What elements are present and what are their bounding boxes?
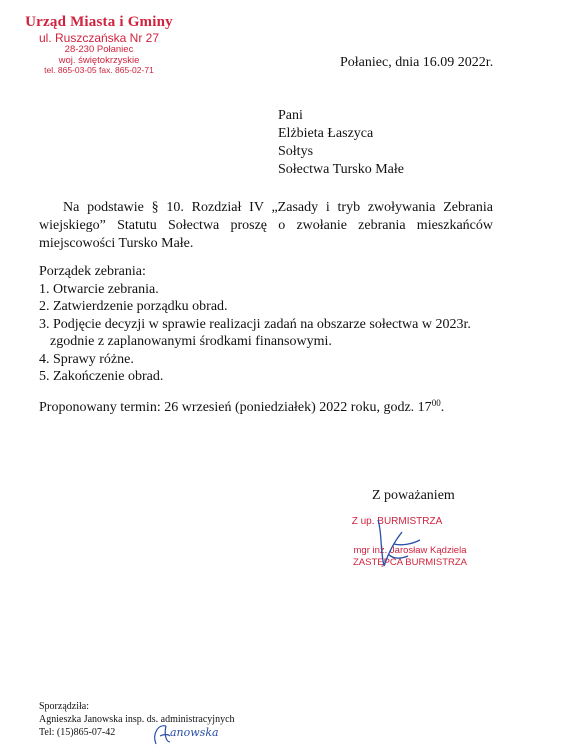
agenda-item: 1. Otwarcie zebrania. <box>39 281 159 297</box>
addressee-line: Elżbieta Łaszyca <box>278 126 374 141</box>
agenda-item: 3. Podjęcie decyzji w sprawie realizacji zadań na obszarze sołectwa w 2023r. <box>39 316 471 332</box>
agenda-item: 4. Sprawy różne. <box>39 351 134 367</box>
office-stamp <box>24 15 174 75</box>
prepared-name: Agnieszka Janowska insp. ds. administracyjnych <box>39 714 235 725</box>
addressee-block <box>278 107 404 179</box>
addressee-line: Sołectwa Tursko Małe <box>278 162 404 177</box>
signature-stamp-title: ZASTĘPCA BURMISTRZA <box>352 557 467 568</box>
agenda-title: Porządek zebrania: <box>39 264 146 279</box>
stamp-region: woj. świętokrzyskie <box>58 54 140 66</box>
date-line: Połaniec, dnia 16.09 2022r. <box>340 55 494 70</box>
agenda-item: 5. Zakończenie obrad. <box>39 369 164 384</box>
handwritten-initials <box>150 720 225 748</box>
closing-regards: Z poważaniem <box>372 488 455 503</box>
svg-text:anowska: anowska <box>170 726 219 739</box>
addressee-line: Pani <box>278 108 303 123</box>
proposed-date-text: Proponowany termin: 26 wrzesień (poniedziałek) 2022 roku, godz. 17 <box>39 400 432 415</box>
prepared-phone: Tel: (15)865-07-42 <box>39 727 116 738</box>
stamp-phone: tel. 865-03-05 fax. 865-02-71 <box>44 66 154 75</box>
agenda-item-continuation: zgodnie z zaplanowanymi środkami finansowymi. <box>50 334 332 349</box>
stamp-postal: 28-230 Połaniec <box>64 44 134 55</box>
stamp-office-name: Urząd Miasta i Gminy <box>25 14 173 30</box>
proposed-date <box>39 398 444 416</box>
handwritten-signature <box>368 514 428 576</box>
stamp-street: ul. Ruszczańska Nr 27 <box>38 31 160 45</box>
proposed-time-minutes: 00 <box>431 398 441 408</box>
signature-stamp-authority: Z up. BURMISTRZA <box>351 516 443 527</box>
agenda <box>39 263 509 386</box>
proposed-date-end: . <box>440 400 445 415</box>
agenda-item: 2. Zatwierdzenie porządku obrad. <box>39 299 228 314</box>
letter-body: Na podstawie § 10. Rozdział IV „Zasady i tryb zwoływania Zebrania wiejskiego” Statutu Sołectwa proszę o zwołanie zebrania mieszkańców miejscowości Tursko Małe. <box>39 200 493 251</box>
signature-stamp-name: mgr inż. Jarosław Kądziela <box>353 545 467 556</box>
prepared-label: Sporządziła: <box>39 701 89 712</box>
addressee-line: Sołtys <box>278 144 314 159</box>
